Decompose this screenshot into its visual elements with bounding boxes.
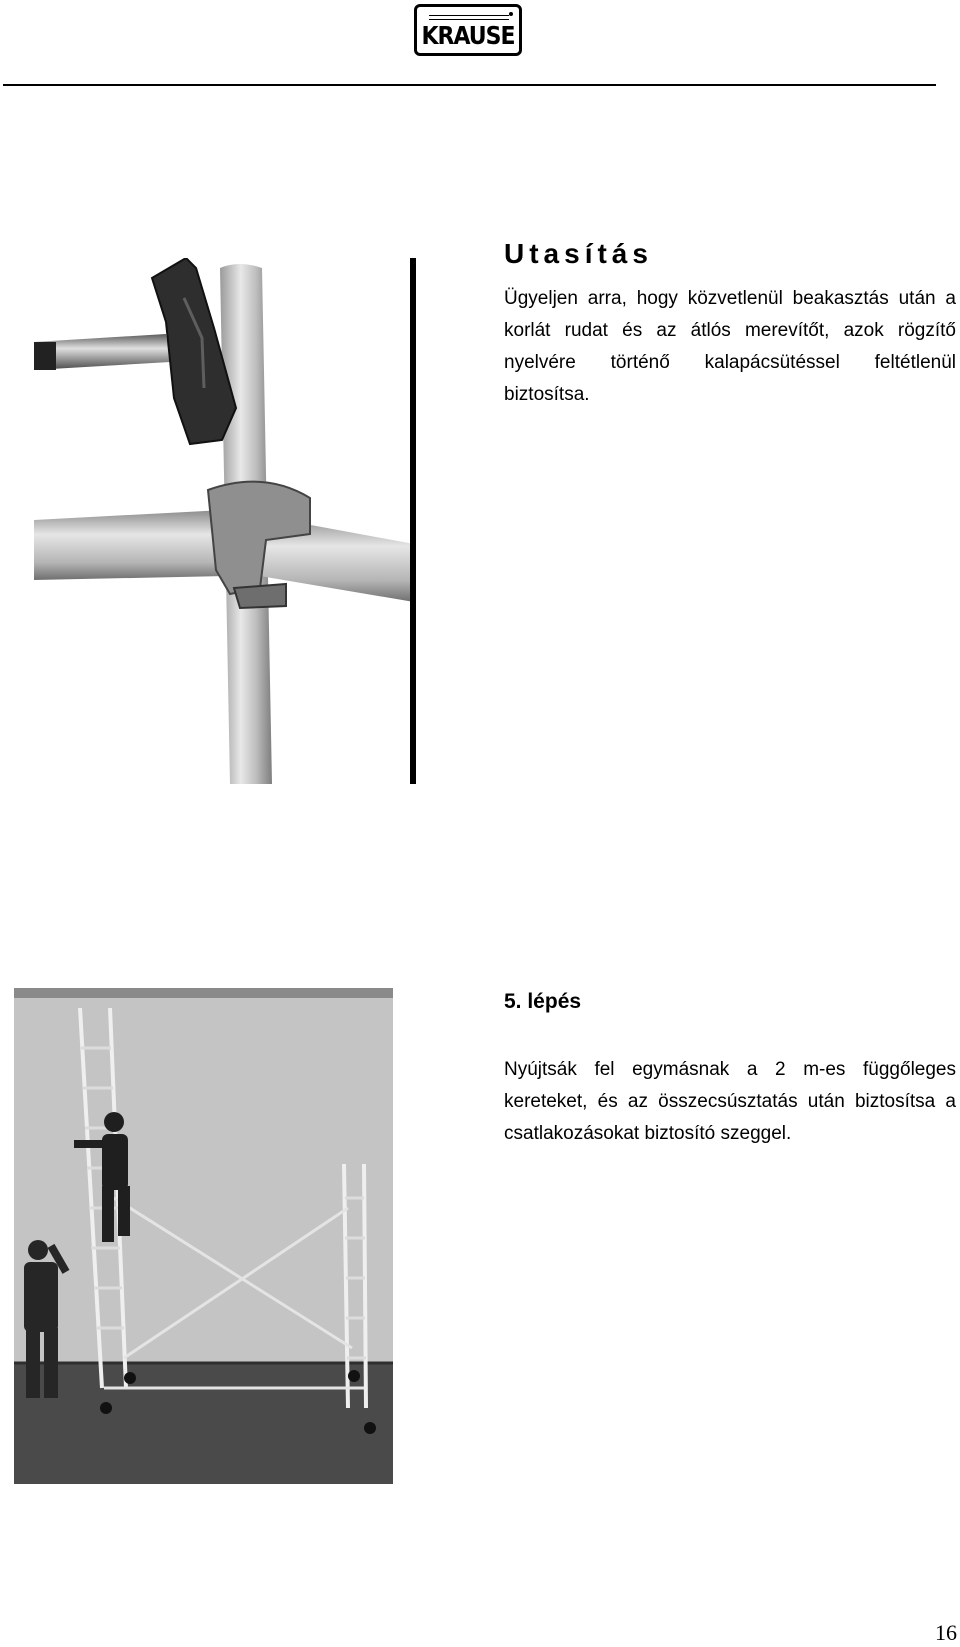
page-number: 16 xyxy=(935,1620,957,1645)
step-paragraph: Nyújtsák fel egymásnak a 2 m-es függőleges kereteket, és az összecsúsztatás után biztosítsa a csatlakozásokat biztosító szeggel. xyxy=(504,1059,956,1144)
header-rule xyxy=(3,84,936,86)
step-title: 5. lépés xyxy=(504,990,582,1013)
section-heading: Utasítás xyxy=(504,238,653,269)
logo-dot xyxy=(509,12,513,16)
vertical-divider xyxy=(410,258,416,784)
hammer-clamp-photo xyxy=(34,258,414,784)
scaffold-assembly-photo xyxy=(14,988,393,1484)
logo-text: KRAUSE xyxy=(421,22,515,51)
instruction-paragraph: Ügyeljen arra, hogy közvetlenül beakasztás után a korlát rudat és az átlós merevítőt, azok rögzítő nyelvére történő kalapácsütéssel feltétlenül biztosítsa. xyxy=(504,288,956,405)
krause-logo xyxy=(414,4,522,56)
logo-line-top xyxy=(429,15,509,18)
